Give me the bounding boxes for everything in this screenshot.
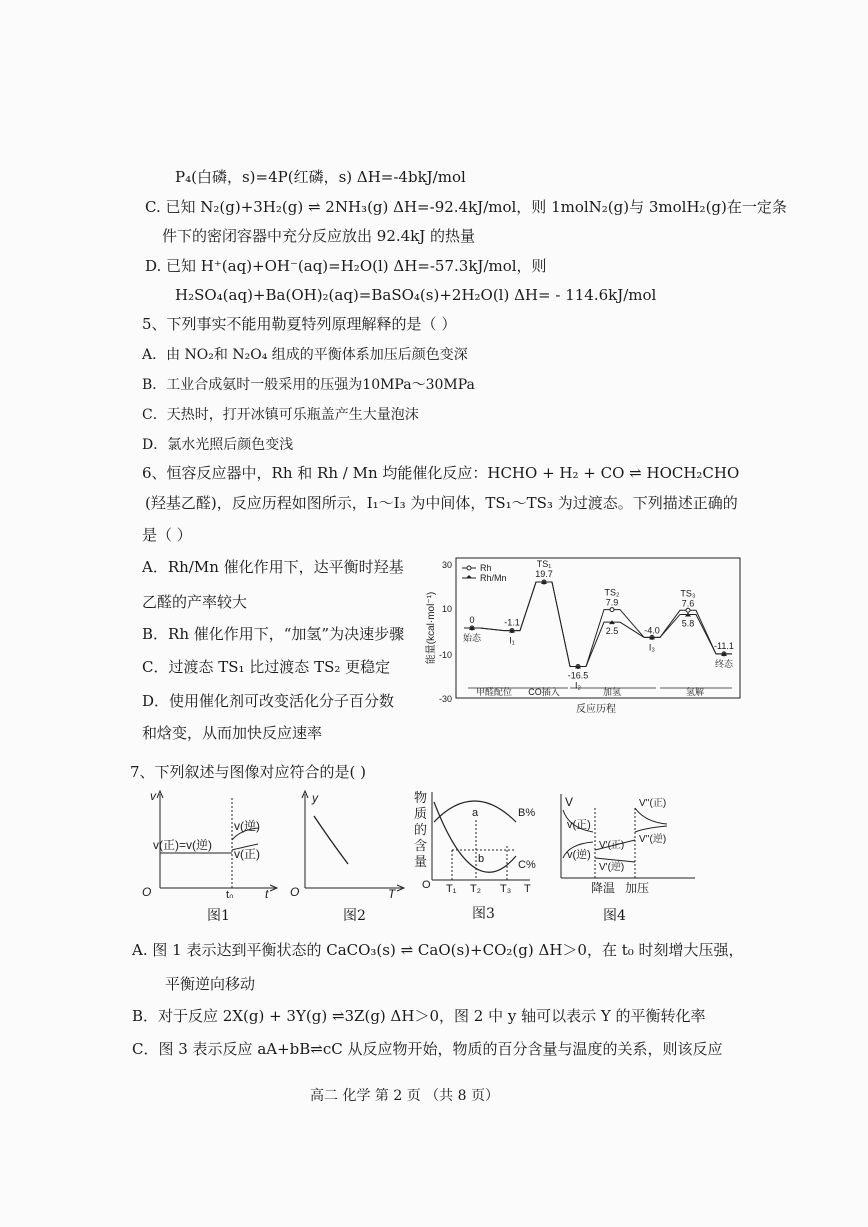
- svg-text:O: O: [290, 885, 300, 898]
- question-5: 5、下列事实不能用勒夏特列原理解释的是（ ）: [142, 315, 457, 333]
- ytick-neg10: -10: [438, 650, 452, 660]
- value-label: 5.8: [681, 618, 695, 629]
- option-d-line2: H₂SO₄(aq)+Ba(OH)₂(aq)=BaSO₄(s)+2H₂O(l) ΔH= - 114.6kJ/mol: [175, 286, 657, 304]
- value-label: -1.1: [504, 617, 520, 628]
- q5-option-d: D．氯水光照后颜色变浅: [142, 437, 294, 453]
- svg-text:v(逆): v(逆): [567, 849, 591, 861]
- svg-text:y: y: [312, 791, 318, 805]
- svg-text:T: T: [524, 883, 531, 895]
- legend-rhmn: Rh/Mn: [480, 573, 507, 583]
- state-label: TS₂: [604, 587, 620, 598]
- svg-text:加压: 加压: [625, 881, 650, 895]
- stage-2: CO插入: [528, 687, 560, 697]
- figure-4: [555, 788, 705, 900]
- q5-option-b: B．工业合成氨时一般采用的压强为10MPa～30MPa: [142, 377, 475, 393]
- q6-option-c: C．过渡态 TS₁ 比过渡态 TS₂ 更稳定: [142, 658, 391, 676]
- rh-point: [686, 608, 690, 612]
- state-label: 终态: [714, 658, 734, 669]
- svg-text:v(正): v(正): [234, 847, 260, 861]
- svg-text:V: V: [565, 795, 574, 809]
- q5-option-c: C．天热时，打开冰镇可乐瓶盖产生大量泡沫: [142, 407, 419, 423]
- state-label: I₃: [648, 642, 656, 653]
- svg-text:含: 含: [414, 838, 428, 853]
- q6-option-d-line1: D．使用催化剂可改变活化分子百分数: [142, 692, 395, 710]
- state-label: 始态: [462, 633, 482, 643]
- page-footer: 高二 化学 第 2 页 （共 8 页）: [310, 1088, 499, 1104]
- svg-text:t: t: [265, 887, 269, 898]
- y-axis-label: 能量(kcal·mol⁻¹): [426, 591, 437, 665]
- figure-4-caption: 图4: [603, 908, 626, 924]
- option-c-line1: C. 已知 N₂(g)+3H₂(g) ⇌ 2NH₃(g) ΔH=-92.4kJ/mol，则 1molN₂(g)与 3molH₂(g)在一定条: [145, 198, 787, 216]
- q6-option-b: B．Rh 催化作用下，“加氢”为决速步骤: [142, 625, 405, 643]
- state-label: I₂: [575, 680, 581, 691]
- q7-option-a-line2: 平衡逆向移动: [165, 975, 256, 993]
- figure-3-caption: 图3: [472, 906, 495, 922]
- svg-text:V'(正): V'(正): [599, 840, 625, 851]
- figure-2-caption: 图2: [343, 908, 366, 924]
- value-label: -4.0: [644, 625, 660, 636]
- svg-text:T: T: [388, 887, 396, 898]
- option-d-line1: D. 已知 H⁺(aq)+OH⁻(aq)=H₂O(l) ΔH=-57.3kJ/mol，则: [145, 257, 547, 275]
- question-7: 7、下列叙述与图像对应符合的是( ): [130, 763, 367, 781]
- svg-text:b: b: [478, 853, 485, 865]
- q7-option-b: B．对于反应 2X(g) + 3Y(g) ⇌3Z(g) ΔH＞0，图 2 中 y 轴可以表示 Y 的平衡转化率: [132, 1007, 706, 1025]
- svg-text:量: 量: [414, 854, 428, 869]
- value-label: 7.9: [605, 597, 619, 608]
- q5-option-a: A．由 NO₂和 N₂O₄ 组成的平衡体系加压后颜色变深: [142, 347, 468, 363]
- svg-text:C%: C%: [518, 859, 536, 871]
- q6-option-a-line2: 乙醛的产率较大: [142, 593, 248, 611]
- state-label: TS₃: [680, 588, 696, 599]
- question-6-line2: (羟基乙醛)，反应历程如图所示，I₁～I₃ 为中间体，TS₁～TS₃ 为过渡态。下列描述正确的: [145, 494, 738, 512]
- option-b-continued: P₄(白磷，s)=4P(红磷，s) ΔH=-4bkJ/mol: [175, 168, 466, 186]
- figure-2: [290, 788, 410, 898]
- ytick-10: 10: [441, 604, 452, 614]
- value-label: -11.1: [714, 640, 734, 651]
- figure-1-caption: 图1: [207, 908, 230, 924]
- svg-text:v: v: [150, 789, 156, 803]
- rh-point: [610, 608, 614, 612]
- svg-text:降温: 降温: [591, 881, 616, 895]
- svg-text:a: a: [472, 807, 479, 819]
- value-label: -16.5: [567, 670, 589, 681]
- value-label: 19.7: [535, 569, 553, 580]
- stage-4: 氢解: [685, 687, 705, 697]
- question-6: 6、恒容反应器中，Rh 和 Rh / Mn 均能催化反应：HCHO + H₂ + CO ⇌ HOCH₂CHO: [142, 464, 740, 482]
- q6-option-a-line1: A．Rh/Mn 催化作用下，达平衡时羟基: [142, 558, 404, 576]
- q7-option-a-line1: A. 图 1 表示达到平衡状态的 CaCO₃(s) ⇌ CaO(s)+CO₂(g) ΔH＞0，在 t₀ 时刻增大压强，: [132, 941, 744, 959]
- state-label: I₁: [509, 635, 515, 646]
- svg-text:B%: B%: [518, 807, 536, 819]
- svg-text:v(逆): v(逆): [234, 819, 260, 833]
- value-label: 7.6: [681, 598, 695, 609]
- svg-text:V'(逆): V'(逆): [599, 862, 625, 873]
- svg-text:质: 质: [414, 806, 428, 821]
- legend-rh: Rh: [480, 563, 492, 573]
- stage-3: 加氢: [602, 687, 622, 697]
- svg-text:T₁: T₁: [446, 883, 457, 895]
- figure-1: [140, 788, 280, 898]
- svg-text:V''(逆): V''(逆): [639, 834, 667, 845]
- svg-text:O: O: [422, 879, 431, 891]
- question-6-line3: 是（ ）: [142, 526, 192, 544]
- ytick-neg30: -30: [438, 694, 452, 704]
- svg-text:t₀: t₀: [226, 889, 234, 898]
- value-label: 2.5: [605, 626, 619, 637]
- value-label: 0: [469, 615, 475, 625]
- figure-3: [412, 786, 542, 901]
- svg-text:T₂: T₂: [470, 883, 481, 895]
- svg-text:的: 的: [414, 822, 428, 837]
- svg-text:V''(正): V''(正): [639, 798, 667, 809]
- state-label: TS₁: [536, 559, 552, 570]
- svg-text:O: O: [142, 885, 152, 898]
- svg-text:v(正): v(正): [567, 819, 591, 831]
- svg-text:v(正)=v(逆): v(正)=v(逆): [153, 838, 212, 852]
- ytick-30: 30: [441, 560, 452, 570]
- stage-1: 甲醛配位: [475, 687, 513, 697]
- x-axis-label: 反应历程: [576, 704, 616, 715]
- q6-option-d-line2: 和焓变，从而加快反应速率: [142, 724, 323, 742]
- svg-text:物: 物: [414, 790, 428, 805]
- q7-option-c: C．图 3 表示反应 aA+bB⇌cC 从反应物开始，物质的百分含量与温度的关系，则该反应: [132, 1040, 723, 1058]
- option-c-line2: 件下的密闭容器中充分反应放出 92.4kJ 的热量: [162, 227, 476, 245]
- energy-profile-chart: [420, 548, 750, 718]
- svg-text:T₃: T₃: [500, 883, 512, 895]
